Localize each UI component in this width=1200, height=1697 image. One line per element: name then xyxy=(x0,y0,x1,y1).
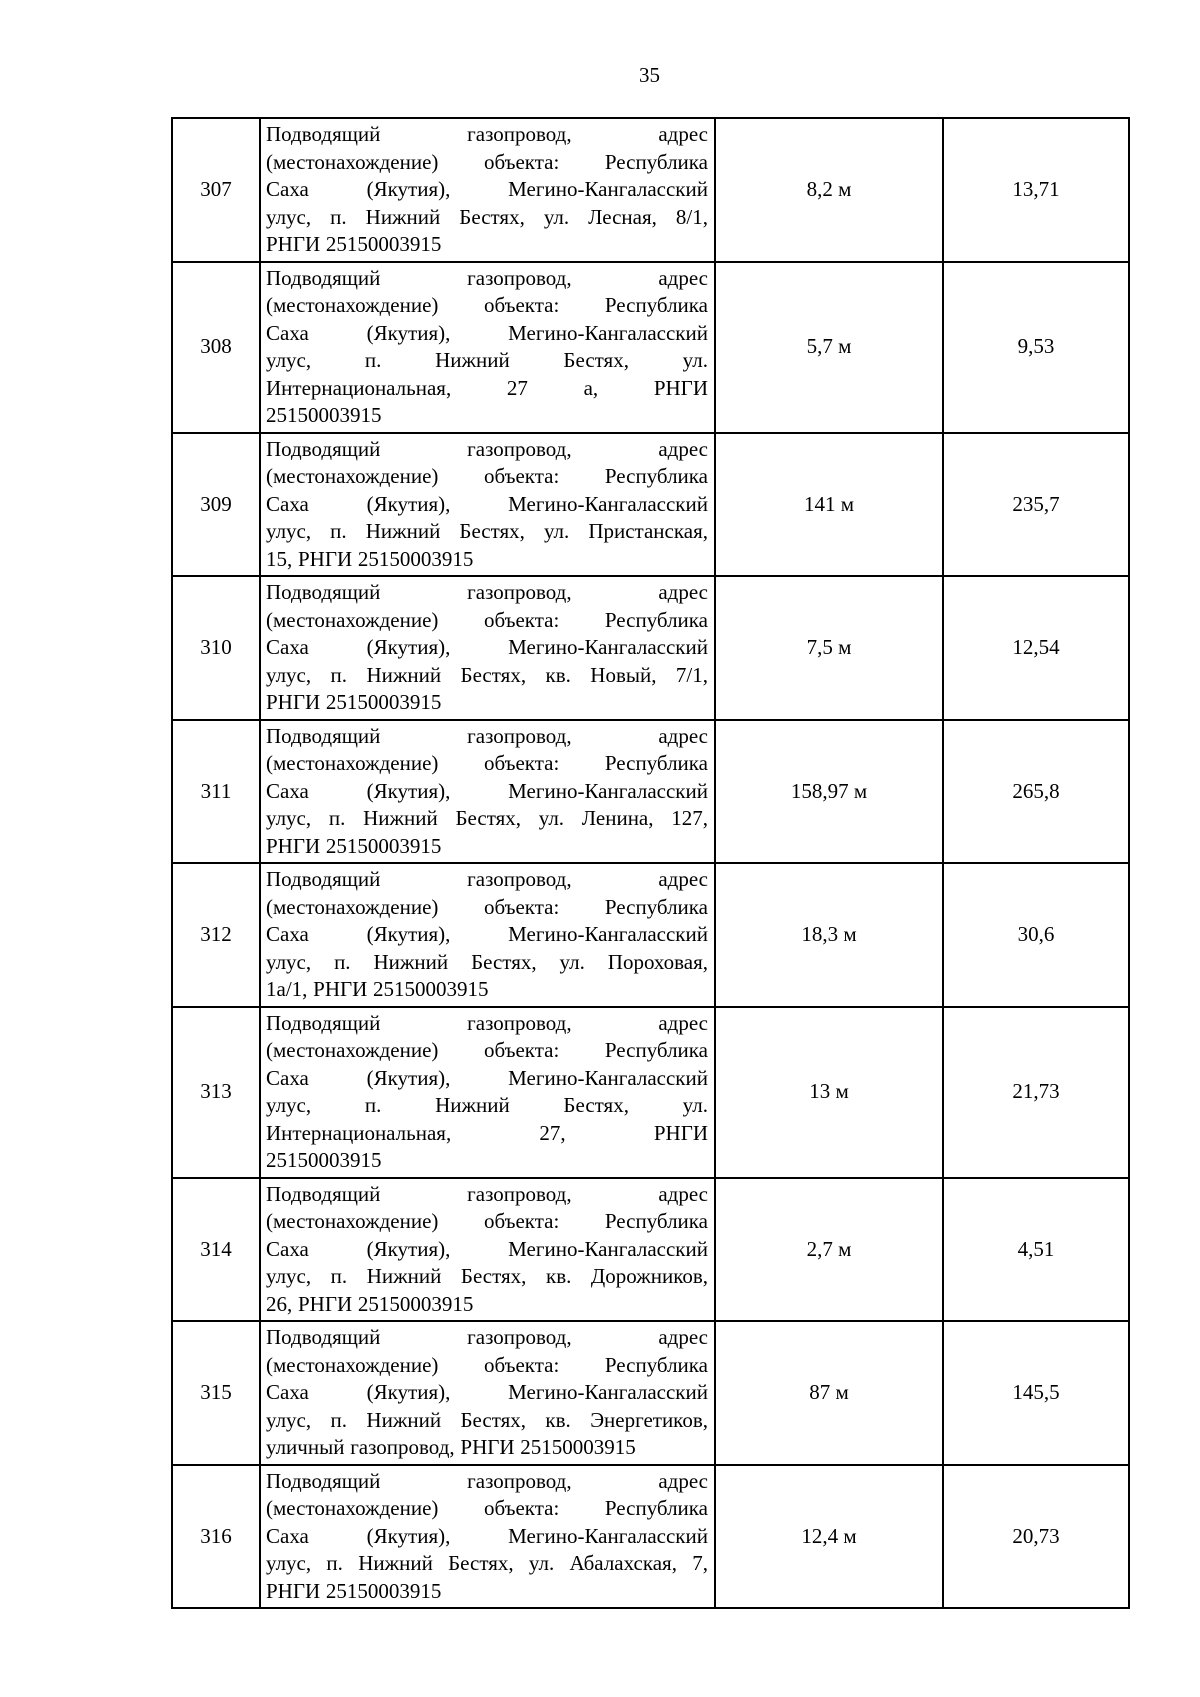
description-line: (местонахождение) объекта: Республика xyxy=(266,894,708,919)
description-line: Подводящий газопровод, адрес xyxy=(266,1181,708,1206)
object-description-cell xyxy=(260,863,715,1007)
length-cell: 87 м xyxy=(715,1321,943,1465)
description-line: Саха (Якутия), Мегино-Кангаласский xyxy=(266,635,708,659)
object-description-cell xyxy=(260,1178,715,1322)
description-line: Подводящий газопровод, адрес xyxy=(266,436,708,461)
object-description-cell xyxy=(260,262,715,433)
description-line: Саха (Якутия), Мегино-Кангаласский xyxy=(266,1380,708,1404)
table-row xyxy=(172,720,1129,864)
description-line: РНГИ 25150003915 xyxy=(266,232,442,256)
page-number: 35 xyxy=(639,63,660,87)
description-line: 25150003915 xyxy=(266,1148,382,1172)
description-line: РНГИ 25150003915 xyxy=(266,690,442,714)
description-line: улус, п. Нижний Бестях, ул. Пороховая, xyxy=(266,949,708,974)
description-line: Саха (Якутия), Мегино-Кангаласский xyxy=(266,922,708,946)
pipeline-table-body xyxy=(172,118,1129,1608)
object-description-cell xyxy=(260,118,715,262)
description-line: (местонахождение) объекта: Республика xyxy=(266,751,708,775)
description-line: (местонахождение) объекта: Республика xyxy=(266,464,708,488)
description-line: 25150003915 xyxy=(266,403,382,427)
description-line: (местонахождение) объекта: Республика xyxy=(266,607,708,632)
description-line: (местонахождение) объекта: Республика xyxy=(266,149,708,174)
object-description-cell xyxy=(260,576,715,720)
description-line: Подводящий газопровод, адрес xyxy=(266,1468,708,1493)
table-row xyxy=(172,433,1129,577)
value-cell: 145,5 xyxy=(943,1321,1129,1465)
row-number-cell: 309 xyxy=(172,433,260,577)
row-number-cell: 314 xyxy=(172,1178,260,1322)
length-cell: 158,97 м xyxy=(715,720,943,864)
length-cell: 12,4 м xyxy=(715,1465,943,1609)
value-cell: 13,71 xyxy=(943,118,1129,262)
description-line: Саха (Якутия), Мегино-Кангаласский xyxy=(266,778,708,803)
description-line: улус, п. Нижний Бестях, ул. Пристанская, xyxy=(266,519,708,543)
description-line: (местонахождение) объекта: Республика xyxy=(266,1352,708,1377)
description-line: Подводящий газопровод, адрес xyxy=(266,1010,708,1035)
description-line: улус, п. Нижний Бестях, кв. Новый, 7/1, xyxy=(266,662,708,687)
length-cell: 141 м xyxy=(715,433,943,577)
description-line: (местонахождение) объекта: Республика xyxy=(266,293,708,317)
row-number-cell: 307 xyxy=(172,118,260,262)
description-line: Саха (Якутия), Мегино-Кангаласский xyxy=(266,1236,708,1261)
description-line: Подводящий газопровод, адрес xyxy=(266,580,708,604)
value-cell: 12,54 xyxy=(943,576,1129,720)
description-line: Подводящий газопровод, адрес xyxy=(266,867,708,891)
value-cell: 235,7 xyxy=(943,433,1129,577)
row-number-cell: 312 xyxy=(172,863,260,1007)
value-cell: 30,6 xyxy=(943,863,1129,1007)
value-cell: 21,73 xyxy=(943,1007,1129,1178)
length-cell: 5,7 м xyxy=(715,262,943,433)
object-description-cell xyxy=(260,433,715,577)
description-line: Саха (Якутия), Мегино-Кангаласский xyxy=(266,177,708,201)
row-number-cell: 310 xyxy=(172,576,260,720)
table-row xyxy=(172,1007,1129,1178)
pipeline-table xyxy=(171,117,1130,1609)
description-line: 15, РНГИ 25150003915 xyxy=(266,546,474,571)
object-description-cell xyxy=(260,1465,715,1609)
description-line: Подводящий газопровод, адрес xyxy=(266,122,708,146)
object-description-cell xyxy=(260,1007,715,1178)
description-line: Саха (Якутия), Мегино-Кангаласский xyxy=(266,491,708,516)
row-number-cell: 315 xyxy=(172,1321,260,1465)
description-line: Интернациональная, 27, РНГИ xyxy=(266,1120,708,1145)
description-line: улус, п. Нижний Бестях, ул. Лесная, 8/1, xyxy=(266,204,708,229)
description-line: улус, п. Нижний Бестях, кв. Энергетиков, xyxy=(266,1407,708,1432)
row-number-cell: 316 xyxy=(172,1465,260,1609)
table-row xyxy=(172,1321,1129,1465)
description-line: (местонахождение) объекта: Республика xyxy=(266,1496,708,1520)
description-line: Интернациональная, 27 а, РНГИ xyxy=(266,375,708,400)
length-cell: 8,2 м xyxy=(715,118,943,262)
row-number-cell: 308 xyxy=(172,262,260,433)
object-description-cell xyxy=(260,720,715,864)
description-line: Саха (Якутия), Мегино-Кангаласский xyxy=(266,1065,708,1090)
description-line: 1а/1, РНГИ 25150003915 xyxy=(266,977,489,1001)
value-cell: 20,73 xyxy=(943,1465,1129,1609)
description-line: Саха (Якутия), Мегино-Кангаласский xyxy=(266,1523,708,1548)
value-cell: 9,53 xyxy=(943,262,1129,433)
description-line: Подводящий газопровод, адрес xyxy=(266,723,708,748)
row-number-cell: 311 xyxy=(172,720,260,864)
description-line: улус, п. Нижний Бестях, кв. Дорожников, xyxy=(266,1264,708,1288)
description-line: РНГИ 25150003915 xyxy=(266,1578,442,1603)
length-cell: 18,3 м xyxy=(715,863,943,1007)
description-line: (местонахождение) объекта: Республика xyxy=(266,1209,708,1233)
table-row xyxy=(172,118,1129,262)
description-line: Подводящий газопровод, адрес xyxy=(266,1325,708,1349)
description-line: улус, п. Нижний Бестях, ул. xyxy=(266,1093,708,1117)
table-row xyxy=(172,863,1129,1007)
description-line: 26, РНГИ 25150003915 xyxy=(266,1291,474,1316)
object-description-cell xyxy=(260,1321,715,1465)
table-row xyxy=(172,1465,1129,1609)
value-cell: 265,8 xyxy=(943,720,1129,864)
description-line: улус, п. Нижний Бестях, ул. Ленина, 127, xyxy=(266,806,708,830)
length-cell: 2,7 м xyxy=(715,1178,943,1322)
description-line: Саха (Якутия), Мегино-Кангаласский xyxy=(266,320,708,345)
description-line: Подводящий газопровод, адрес xyxy=(266,265,708,290)
row-number-cell: 313 xyxy=(172,1007,260,1178)
description-line: уличный газопровод, РНГИ 25150003915 xyxy=(266,1435,636,1459)
description-line: улус, п. Нижний Бестях, ул. Абалахская, 7, xyxy=(266,1551,708,1575)
length-cell: 13 м xyxy=(715,1007,943,1178)
table-row xyxy=(172,1178,1129,1322)
table-row xyxy=(172,262,1129,433)
description-line: (местонахождение) объекта: Республика xyxy=(266,1038,708,1062)
value-cell: 4,51 xyxy=(943,1178,1129,1322)
description-line: РНГИ 25150003915 xyxy=(266,833,442,858)
table-row xyxy=(172,576,1129,720)
length-cell: 7,5 м xyxy=(715,576,943,720)
description-line: улус, п. Нижний Бестях, ул. xyxy=(266,348,708,372)
